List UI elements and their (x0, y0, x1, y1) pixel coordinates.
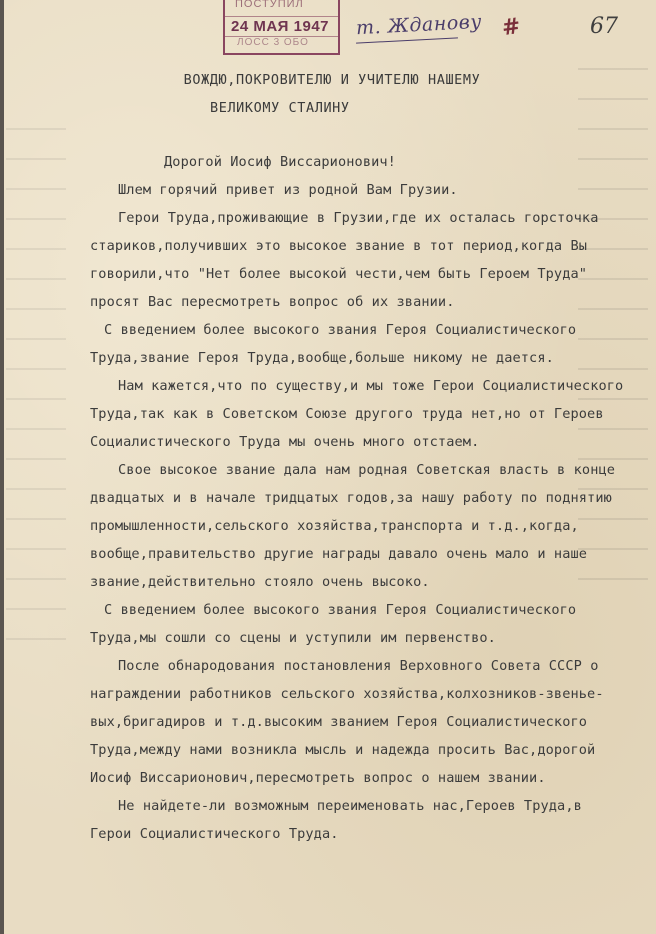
body-line: Дорогой Иосиф Виссарионович! (164, 154, 396, 170)
body-line: Труда,так как в Советском Союзе другого труда нет,но от Героев (90, 406, 604, 422)
body-line: стариков,получивших это высокое звание в тот период,когда Вы (90, 238, 588, 254)
handwritten-mark: # (500, 13, 523, 42)
body-line: Нам кажется,что по существу,и мы тоже Герои Социалистического (118, 378, 624, 394)
body-line: Герои Социалистического Труда. (90, 826, 339, 842)
body-line: звание,действительно стояло очень высоко. (90, 574, 430, 590)
body-line: С введением более высокого звания Героя Социалистического (104, 602, 577, 618)
body-line: промышленности,сельского хозяйства,транспорта и т.д.,когда, (90, 518, 579, 534)
body-line: Труда,между нами возникла мысль и надежда просить Вас,дорогой (90, 742, 596, 758)
body-line: С введением более высокого звания Героя Социалистического (104, 322, 577, 338)
body-line: вых,бригадиров и т.д.высоким званием Героя Социалистического (90, 714, 588, 730)
heading-line-1: ВОЖДЮ,ПОКРОВИТЕЛЮ И УЧИТЕЛЮ НАШЕМУ (183, 72, 481, 88)
body-line: награждении работников сельского хозяйства,колхозников-звенье- (90, 686, 604, 702)
body-line: Не найдете-ли возможным переименовать нас,Героев Труда,в (118, 798, 582, 814)
page-number: 67 (590, 14, 618, 39)
body-line: просят Вас пересмотреть вопрос об их звании. (90, 294, 455, 310)
body-line: двадцатых и в начале тридцатых годов,за нашу работу по поднятию (90, 490, 612, 506)
body-line: Труда,звание Героя Труда,вообще,больше никому не дается. (90, 350, 554, 366)
stamp-divider-1 (225, 16, 338, 17)
body-line: После обнародования постановления Верховного Совета СССР о (118, 658, 599, 674)
paper-edge (0, 0, 4, 934)
body-line: вообще,правительство другие награды давало очень мало и наше (90, 546, 588, 562)
body-line: Свое высокое звание дала нам родная Советская власть в конце (118, 462, 616, 478)
stamp-bottom-text: ЛОСС 3 ОБО (237, 37, 309, 48)
body-line: Труда,мы сошли со сцены и уступили им первенство. (90, 630, 496, 646)
body-line: Герои Труда,проживающие в Грузии,где их осталась горсточка (118, 210, 599, 226)
body-line: говорили,что "Нет более высокой чести,чем быть Героем Труда" (90, 266, 588, 282)
received-stamp (223, 0, 340, 55)
body-line: Социалистического Труда мы очень много отстаем. (90, 434, 480, 450)
body-line: Иосиф Виссарионович,пересмотреть вопрос о нашем звании. (90, 770, 546, 786)
bleed-through-left (6, 120, 66, 640)
handwritten-addressee-note: т. Жданову (355, 10, 483, 40)
stamp-top-text: ПОСТУПИЛ (235, 0, 304, 10)
body-line: Шлем горячий привет из родной Вам Грузии. (118, 182, 458, 198)
heading-line-2: ВЕЛИКОМУ СТАЛИНУ (210, 100, 350, 116)
stamp-date: 24 МАЯ 1947 (231, 18, 329, 35)
